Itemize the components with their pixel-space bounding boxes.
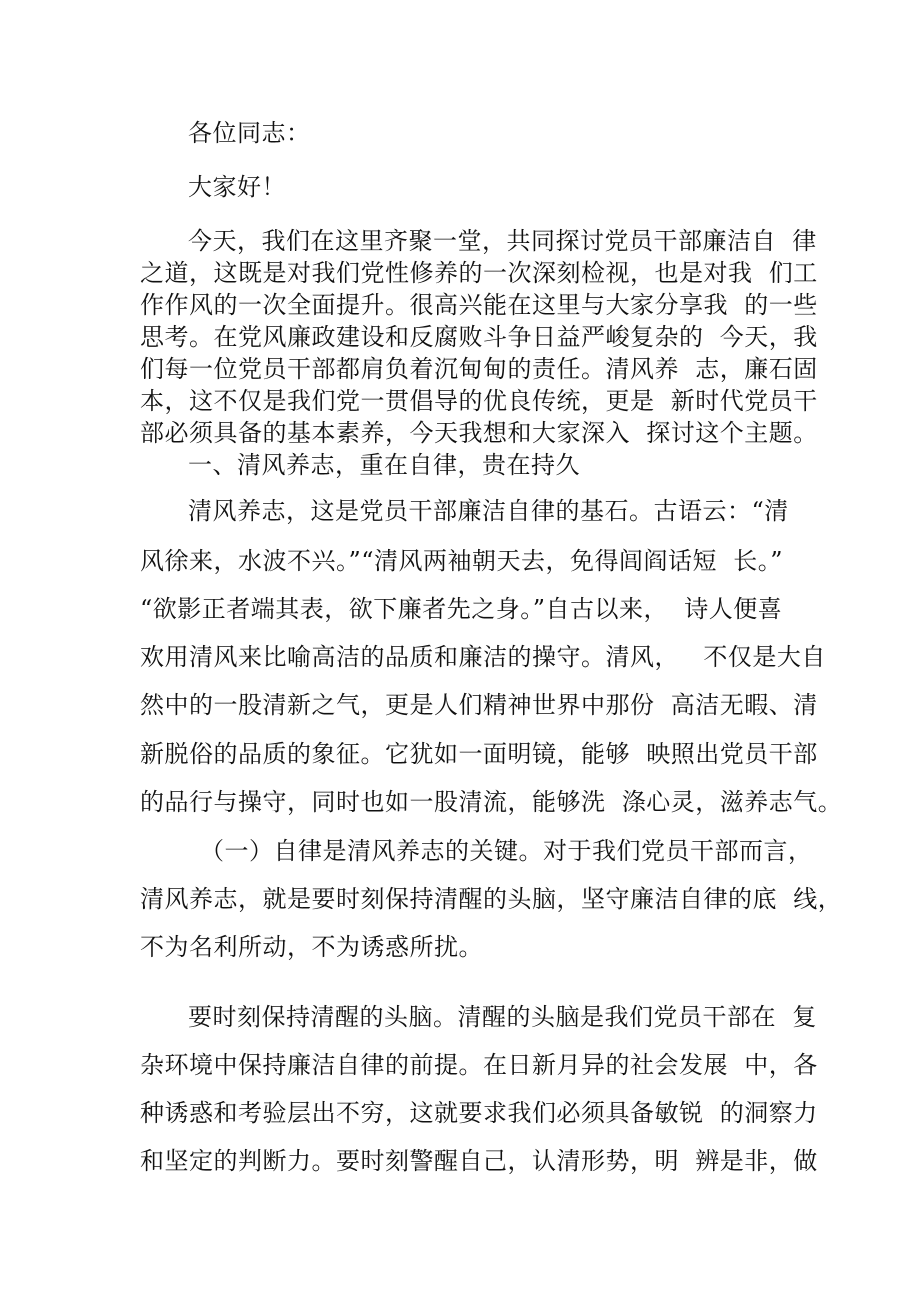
paragraph-line: 风徐来，水波不兴。”“清风两袖朝天去，免得闾阎话短 长。” [140, 547, 784, 575]
intro-line: 们每一位党员干部都肩负着沉甸甸的责任。清风养 志，廉石固 [140, 355, 818, 383]
section-heading: 一、清风养志，重在自律，贵在持久 [188, 451, 580, 479]
intro-line: 本，这不仅是我们党一贯倡导的优良传统，更是 新时代党员干 [140, 387, 818, 415]
paragraph-line: 欢用清风来比喻高洁的品质和廉洁的操守。清风， 不仅是大自 [140, 643, 826, 671]
subsection-line: 清风养志，就是要时刻保持清醒的头脑，坚守廉洁自律的底 线， [140, 885, 843, 913]
intro-line: 作作风的一次全面提升。很高兴能在这里与大家分享我 的一些 [140, 291, 818, 319]
paragraph-line: 清风养志，这是党员干部廉洁自律的基石。古语云：“清 [188, 497, 789, 525]
paragraph-line: “欲影正者端其表，欲下廉者先之身。”自古以来， 诗人便喜 [140, 595, 783, 623]
paragraph-line: 杂环境中保持廉洁自律的前提。在日新月异的社会发展 中，各 [140, 1051, 818, 1079]
paragraph-line: 的品行与操守，同时也如一股清流，能够洗 涤心灵，滋养志气。 [140, 788, 843, 816]
intro-line: 思考。在党风廉政建设和反腐败斗争日益严峻复杂的 今天，我 [140, 323, 818, 351]
intro-line: 之道，这既是对我们党性修养的一次深刻检视，也是对我 们工 [140, 259, 818, 287]
paragraph-line: 和坚定的判断力。要时刻警醒自己，认清形势，明 辨是非，做 [140, 1147, 818, 1175]
paragraph-line: 种诱惑和考验层出不穷，这就要求我们必须具备敏锐 的洞察力 [140, 1099, 818, 1127]
paragraph-line: 然中的一股清新之气，更是人们精神世界中那份 高洁无暇、清 [140, 691, 818, 719]
paragraph-line: 要时刻保持清醒的头脑。清醒的头脑是我们党员干部在 复 [188, 1003, 817, 1031]
intro-line: 今天，我们在这里齐聚一堂，共同探讨党员干部廉洁自 律 [188, 227, 817, 255]
subsection-line: 不为名利所动，不为诱惑所扰。 [140, 933, 483, 961]
greeting-line: 各位同志： [188, 119, 311, 147]
intro-line: 部必须具备的基本素养，今天我想和大家深入 探讨这个主题。 [140, 419, 818, 447]
hello-line: 大家好！ [188, 173, 286, 201]
subsection-line: （一）自律是清风养志的关键。对于我们党员干部而言， [200, 837, 813, 865]
paragraph-line: 新脱俗的品质的象征。它犹如一面明镜，能够 映照出党员干部 [140, 740, 818, 768]
